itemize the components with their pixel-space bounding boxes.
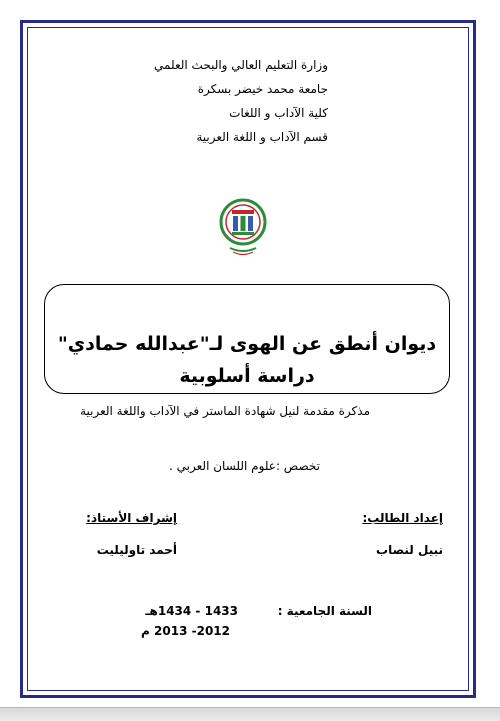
university-line: جامعة محمد خيضر بسكرة [197,82,328,96]
faculty-line: كلية الآداب و اللغات [229,106,328,120]
academic-year-hijri: 1433 - 1434هـ [145,604,238,618]
thesis-title-box [44,284,450,394]
supervisor-label: إشراف الأستاذ: [86,511,177,525]
thesis-title-line2: دراسة أسلوبية [179,365,315,387]
supervisor-name: أحمد تاوليليت [96,543,177,557]
thesis-title-line1: ديوان أنطق عن الهوى لـ"عبدالله حمادي" [57,333,437,355]
degree-statement: مذكرة مقدمة لنيل شهادة الماستر في الآداب واللغة العربية [80,404,370,418]
academic-year-label: السنة الجامعية : [277,604,372,618]
academic-year-gregorian: 2012- 2013 م [141,624,230,638]
university-logo [218,192,268,262]
student-label: إعداد الطالب: [362,511,443,525]
specialty-line: تخصص :علوم اللسان العربي . [169,459,320,473]
student-name: نبيل لنصاب [376,543,443,557]
ministry-line: وزارة التعليم العالي والبحث العلمي [154,58,328,72]
department-line: قسم الآداب و اللغة العربية [196,130,328,144]
viewer-bottom-bar [0,707,500,721]
